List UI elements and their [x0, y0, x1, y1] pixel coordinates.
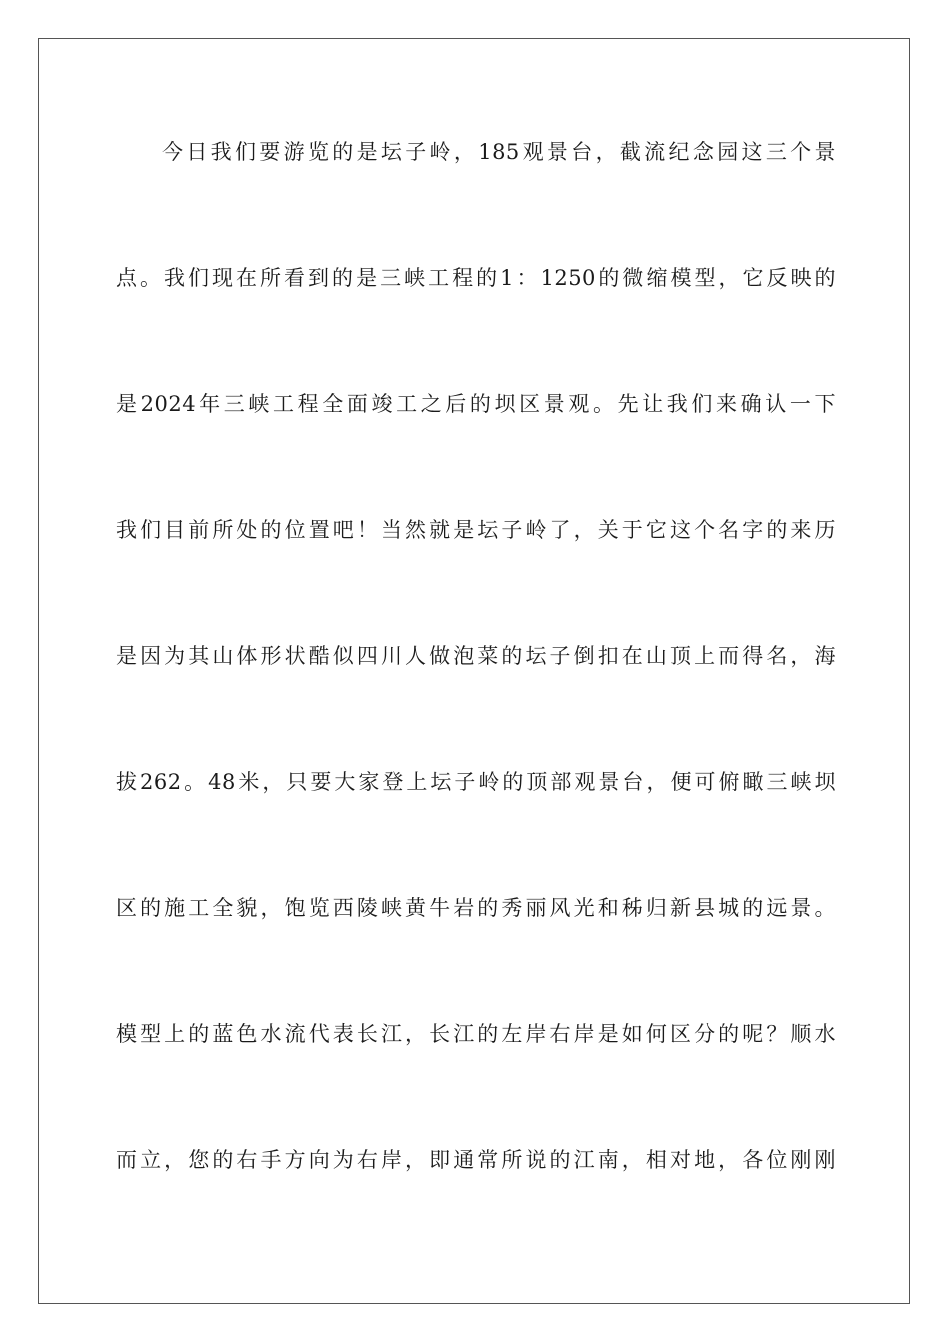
text-line-2: 点。我们现在所看到的是三峡工程的1：1250的微缩模型，它反映的 — [116, 266, 836, 290]
body-paragraph — [116, 128, 836, 1262]
text-line-4: 我们目前所处的位置吧！当然就是坛子岭了，关于它这个名字的来历 — [116, 518, 836, 542]
text-line-3: 是2024年三峡工程全面竣工之后的坝区景观。先让我们来确认一下 — [116, 392, 836, 416]
text-line-9: 而立，您的右手方向为右岸，即通常所说的江南，相对地，各位刚刚 — [116, 1148, 836, 1172]
text-line-6: 拔262。48米，只要大家登上坛子岭的顶部观景台，便可俯瞰三峡坝 — [116, 770, 836, 794]
text-line-5: 是因为其山体形状酷似四川人做泡菜的坛子倒扣在山顶上而得名，海 — [116, 644, 836, 668]
text-line-7: 区的施工全貌，饱览西陵峡黄牛岩的秀丽风光和秭归新县城的远景。 — [116, 896, 836, 920]
text-line-1: 今日我们要游览的是坛子岭，185观景台，截流纪念园这三个景 — [162, 140, 836, 164]
text-line-8: 模型上的蓝色水流代表长江，长江的左岸右岸是如何区分的呢？顺水 — [116, 1022, 836, 1046]
